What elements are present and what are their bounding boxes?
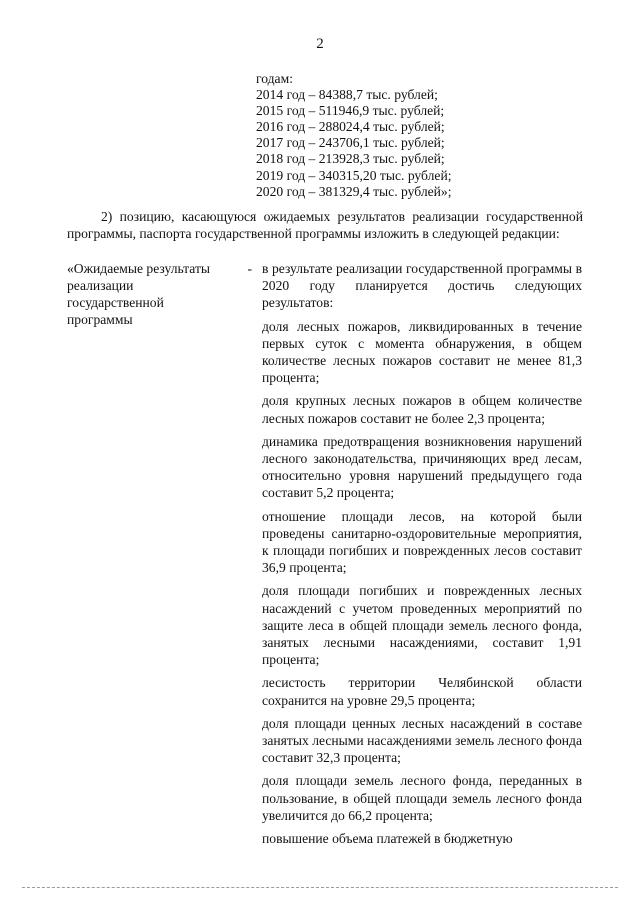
passport-row-heading — [67, 260, 252, 328]
results-intro: в результате реализации государственной программы в 2020 году планируется достичь следующих результатов: — [262, 261, 582, 311]
result-item: отношение площади лесов, на которой были проведены санитарно-оздоровительные мероприятия, к площади погибших и поврежденных лесов составит 36,9 процента; — [262, 508, 582, 576]
heading-dash: - — [247, 261, 252, 276]
year-line: 2016 год – 288024,4 тыс. рублей; — [256, 119, 445, 135]
result-item: доля крупных лесных пожаров в общем количестве лесных пожаров составит не более 2,3 процента; — [262, 393, 582, 426]
funding-by-year-list — [256, 71, 452, 200]
year-line: 2018 год – 213928,3 тыс. рублей; — [256, 151, 445, 167]
year-line: 2015 год – 511946,9 тыс. рублей; — [256, 103, 445, 119]
amendment-paragraph: 2) позицию, касающуюся ожидаемых результатов реализации государственной программы, паспорта государственной программы изложить в следующей редакции: — [67, 209, 583, 241]
page-number: 2 — [316, 36, 324, 52]
result-item: лесистость территории Челябинской области сохранится на уровне 29,5 процента; — [262, 675, 582, 708]
result-item: доля лесных пожаров, ликвидированных в течение первых суток с момента обнаружения, в общем количестве лесных пожаров составит не менее 81,3 процента; — [262, 318, 582, 386]
result-item: доля площади ценных лесных насаждений в составе занятых лесными насаждениями земель лесного фонда составит 32,3 процента; — [262, 715, 582, 766]
year-line: 2014 год – 84388,7 тыс. рублей; — [256, 87, 438, 103]
heading-line: государственной — [67, 295, 164, 310]
result-item: повышение объема платежей в бюджетную — [262, 831, 513, 847]
result-item: доля площади погибших и поврежденных лесных насаждений с учетом проведенных мероприятий по защите леса в общей площади земель лесного фонда, занятых лесными насаждениями, составит 1,91 процента; — [262, 583, 582, 668]
heading-line: «Ожидаемые результаты — [67, 261, 211, 276]
year-line: 2017 год – 243706,1 тыс. рублей; — [256, 135, 445, 151]
year-line: 2020 год – 381329,4 тыс. рублей»; — [256, 183, 452, 199]
result-item: динамика предотвращения возникновения нарушений лесного законодательства, причиняющих вред лесам, относительно уровня нарушений предыдущего года составит 5,2 процента; — [262, 433, 582, 501]
heading-line: программы — [67, 312, 133, 327]
heading-first-line — [67, 260, 252, 277]
years-intro: годам: — [256, 71, 293, 86]
result-item: доля площади земель лесного фонда, переданных в пользование, в общей площади земель лесного фонда увеличится до 66,2 процента; — [262, 773, 582, 823]
year-line: 2019 год – 340315,20 тыс. рублей; — [256, 167, 452, 183]
expected-results-list — [262, 260, 582, 853]
page-bottom-divider — [22, 887, 618, 888]
heading-line: реализации — [67, 278, 134, 293]
